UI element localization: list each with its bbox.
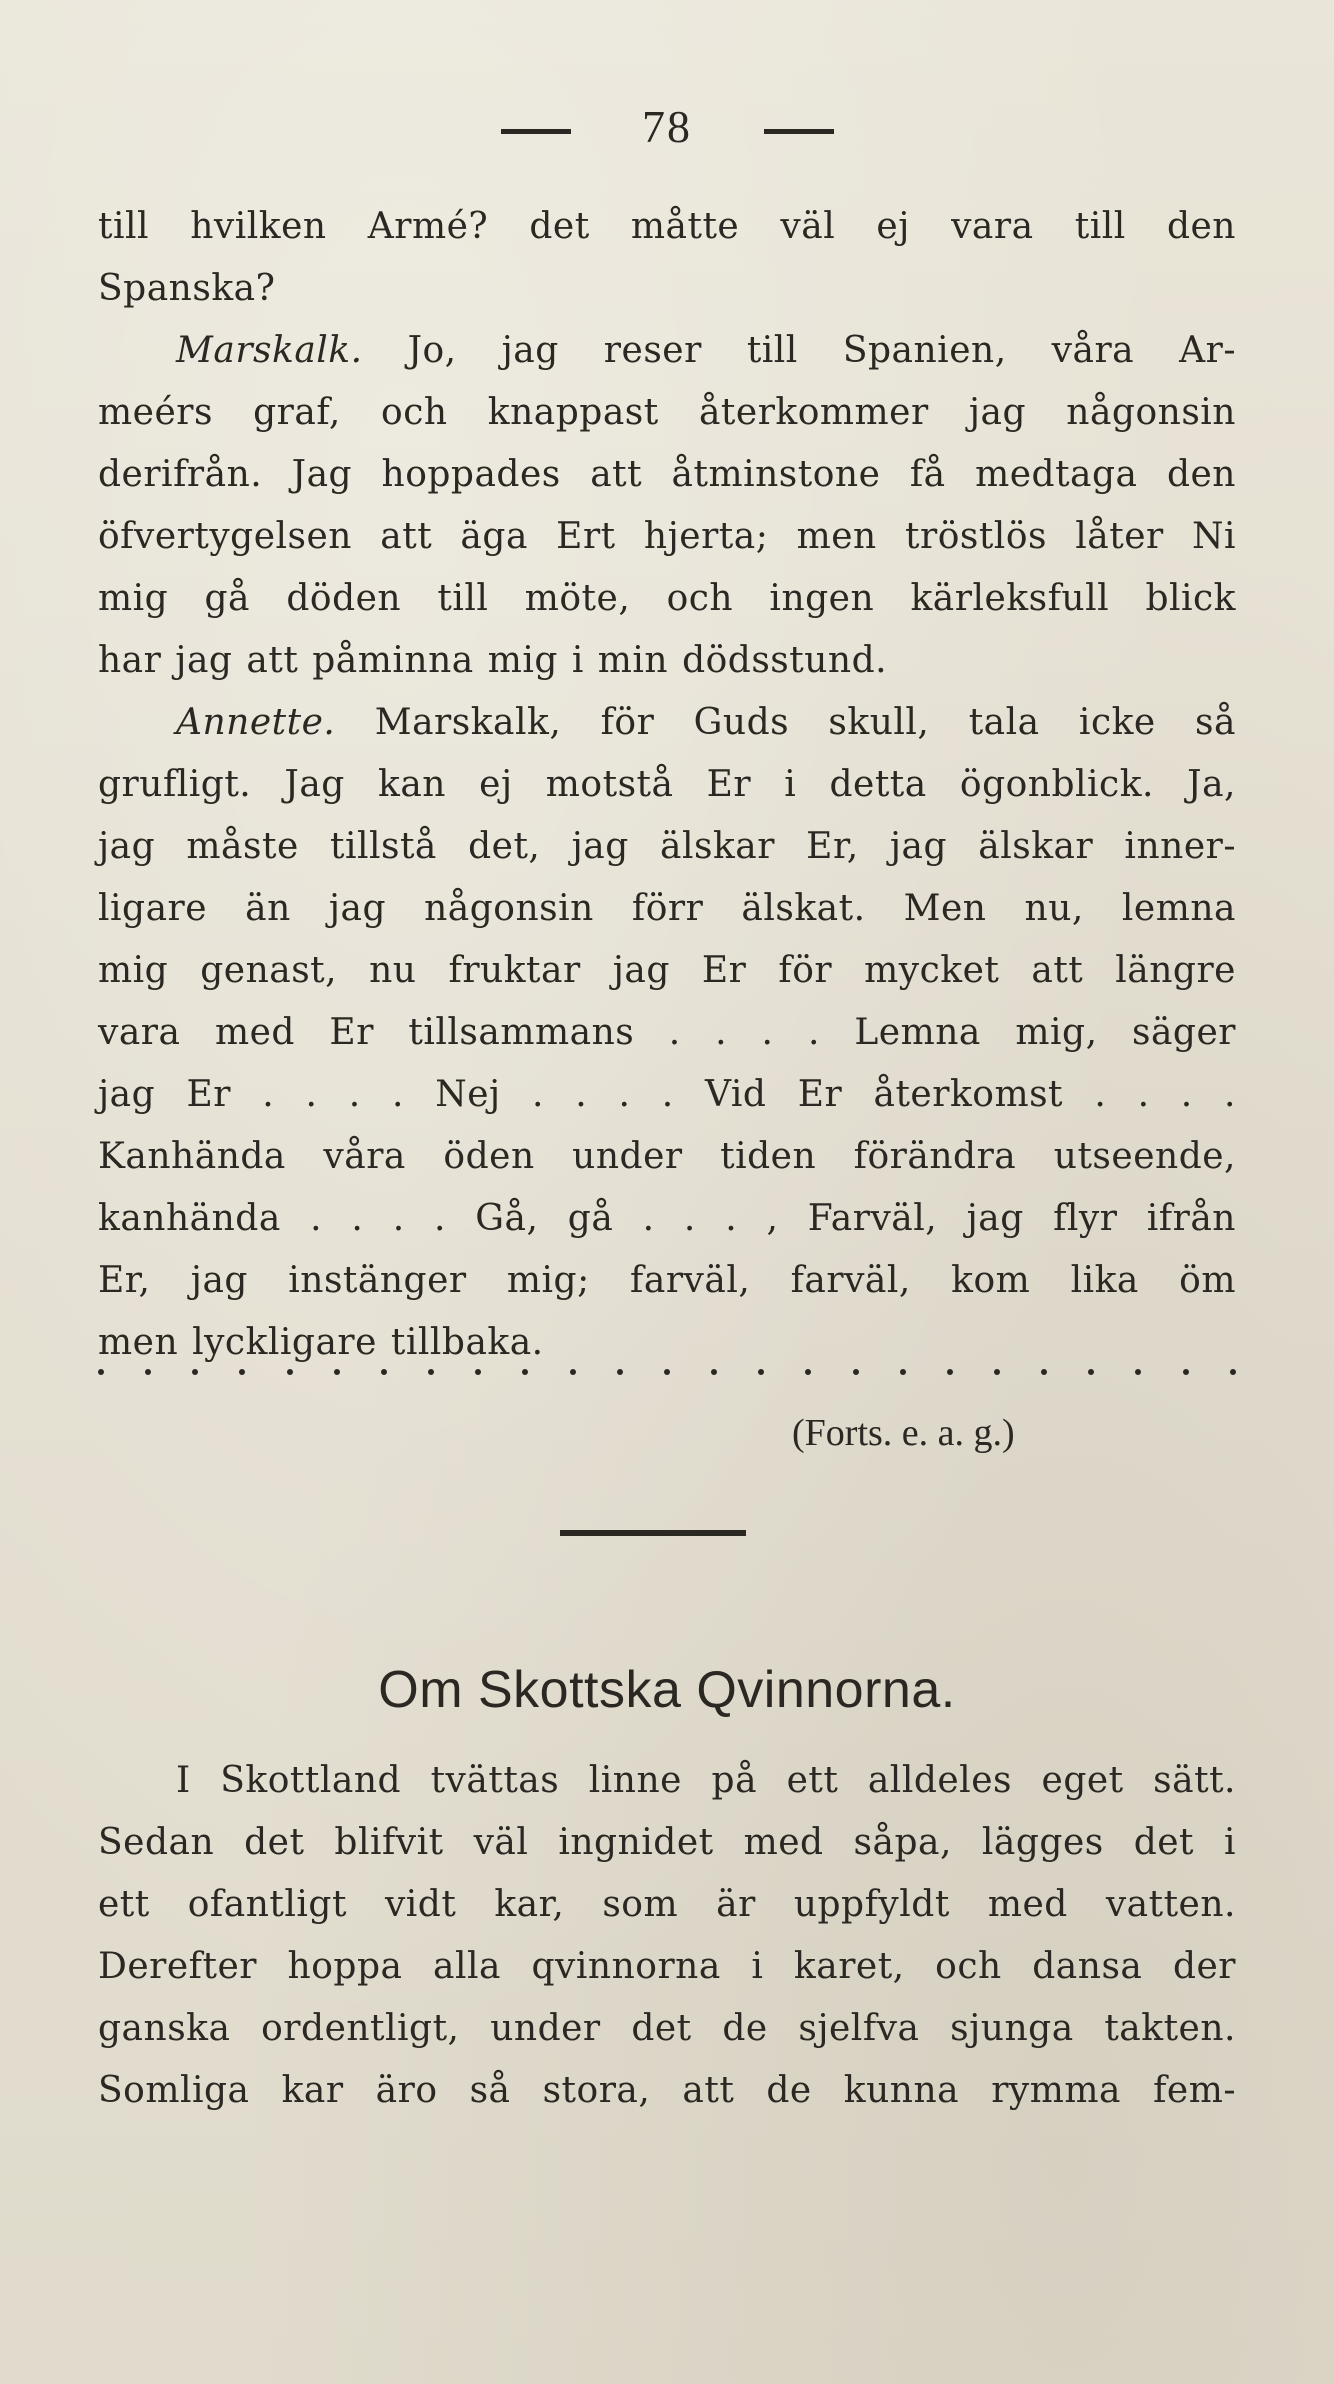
text-line: vara med Er tillsammans . . . . Lemna mig, säger bbox=[98, 1012, 1236, 1053]
speaker-name: Marskalk. bbox=[176, 330, 363, 371]
separator-dot bbox=[381, 1369, 387, 1375]
separator-dot bbox=[664, 1369, 670, 1375]
text-line: derifrån. Jag hoppades att åtminstone få medtaga den bbox=[98, 454, 1236, 495]
text-line: har jag att påminna mig i min dödsstund. bbox=[98, 640, 888, 681]
separator-dot bbox=[711, 1369, 717, 1375]
separator-dot bbox=[758, 1369, 764, 1375]
text-line: ganska ordentligt, under det de sjelfva sjunga takten. bbox=[98, 2008, 1236, 2049]
text-line: Sedan det blifvit väl ingnidet med såpa, lägges det i bbox=[98, 1822, 1236, 1863]
separator-dot bbox=[1088, 1369, 1094, 1375]
section-divider bbox=[560, 1530, 746, 1536]
text-line: jag Er . . . . Nej . . . . Vid Er återkomst . . . . bbox=[98, 1074, 1236, 1115]
separator-dot bbox=[947, 1369, 953, 1375]
text-fragment: Jo, jag reser till Spanien, våra Ar- bbox=[407, 330, 1236, 371]
separator-dot bbox=[617, 1369, 623, 1375]
separator-dot bbox=[570, 1369, 576, 1375]
text-line: Somliga kar äro så stora, att de kunna rymma fem- bbox=[98, 2070, 1236, 2111]
text-line: kanhända . . . . Gå, gå . . . , Farväl, jag flyr ifrån bbox=[98, 1198, 1236, 1239]
text-line: ett ofantligt vidt kar, som är uppfyldt med vatten. bbox=[98, 1884, 1236, 1925]
text-line: I Skottland tvättas linne på ett alldeles eget sätt. bbox=[176, 1760, 1236, 1801]
speaker-name: Annette. bbox=[176, 702, 336, 743]
text-line: Er, jag instänger mig; farväl, farväl, kom lika öm bbox=[98, 1260, 1236, 1301]
separator-dot bbox=[1183, 1369, 1189, 1375]
dialogue-text bbox=[98, 196, 1236, 1374]
separator-dot bbox=[239, 1369, 245, 1375]
header-dash-right bbox=[764, 129, 834, 134]
separator-dot bbox=[1230, 1369, 1236, 1375]
text-line: jag måste tillstå det, jag älskar Er, jag älskar inner- bbox=[98, 826, 1236, 867]
text-line: Kanhända våra öden under tiden förändra utseende, bbox=[98, 1136, 1236, 1177]
separator-dot bbox=[805, 1369, 811, 1375]
section-title: Om Skottska Qvinnorna. bbox=[378, 1661, 956, 1719]
separator-dot bbox=[900, 1369, 906, 1375]
separator-dot bbox=[475, 1369, 481, 1375]
page-number: 78 bbox=[642, 101, 692, 152]
header-dash-left bbox=[501, 129, 571, 134]
separator-dot bbox=[192, 1369, 198, 1375]
separator-dot bbox=[287, 1369, 293, 1375]
separator-dot bbox=[1135, 1369, 1141, 1375]
text-line: meérs graf, och knappast återkommer jag någonsin bbox=[98, 392, 1236, 433]
text-line bbox=[98, 692, 1236, 754]
text-line: mig genast, nu fruktar jag Er för mycket att längre bbox=[98, 950, 1236, 991]
separator-dot bbox=[994, 1369, 1000, 1375]
separator-dot bbox=[145, 1369, 151, 1375]
separator-dot bbox=[98, 1369, 104, 1375]
separator-dot bbox=[334, 1369, 340, 1375]
ellipsis-separator bbox=[98, 1352, 1236, 1392]
page-header bbox=[0, 100, 1334, 153]
text-line: Derefter hoppa alla qvinnorna i karet, och dansa der bbox=[98, 1946, 1236, 1987]
text-line: mig gå döden till möte, och ingen kärleksfull blick bbox=[98, 578, 1236, 619]
text-line: öfvertygelsen att äga Ert hjerta; men tröstlös låter Ni bbox=[98, 516, 1236, 557]
text-line: men lyckligare tillbaka. bbox=[98, 1322, 544, 1363]
separator-dot bbox=[1041, 1369, 1047, 1375]
separator-dot bbox=[428, 1369, 434, 1375]
separator-dot bbox=[853, 1369, 859, 1375]
text-line bbox=[98, 320, 1236, 382]
continuation-note: (Forts. e. a. g.) bbox=[792, 1412, 1015, 1454]
separator-dot bbox=[522, 1369, 528, 1375]
text-line: ligare än jag någonsin förr älskat. Men nu, lemna bbox=[98, 888, 1236, 929]
text-line: grufligt. Jag kan ej motstå Er i detta ögonblick. Ja, bbox=[98, 764, 1236, 805]
text-line: Spanska? bbox=[98, 268, 276, 309]
text-fragment: Marskalk, för Guds skull, tala icke så bbox=[374, 702, 1236, 743]
text-line: till hvilken Armé? det måtte väl ej vara till den bbox=[98, 206, 1236, 247]
section-text bbox=[98, 1750, 1236, 2122]
